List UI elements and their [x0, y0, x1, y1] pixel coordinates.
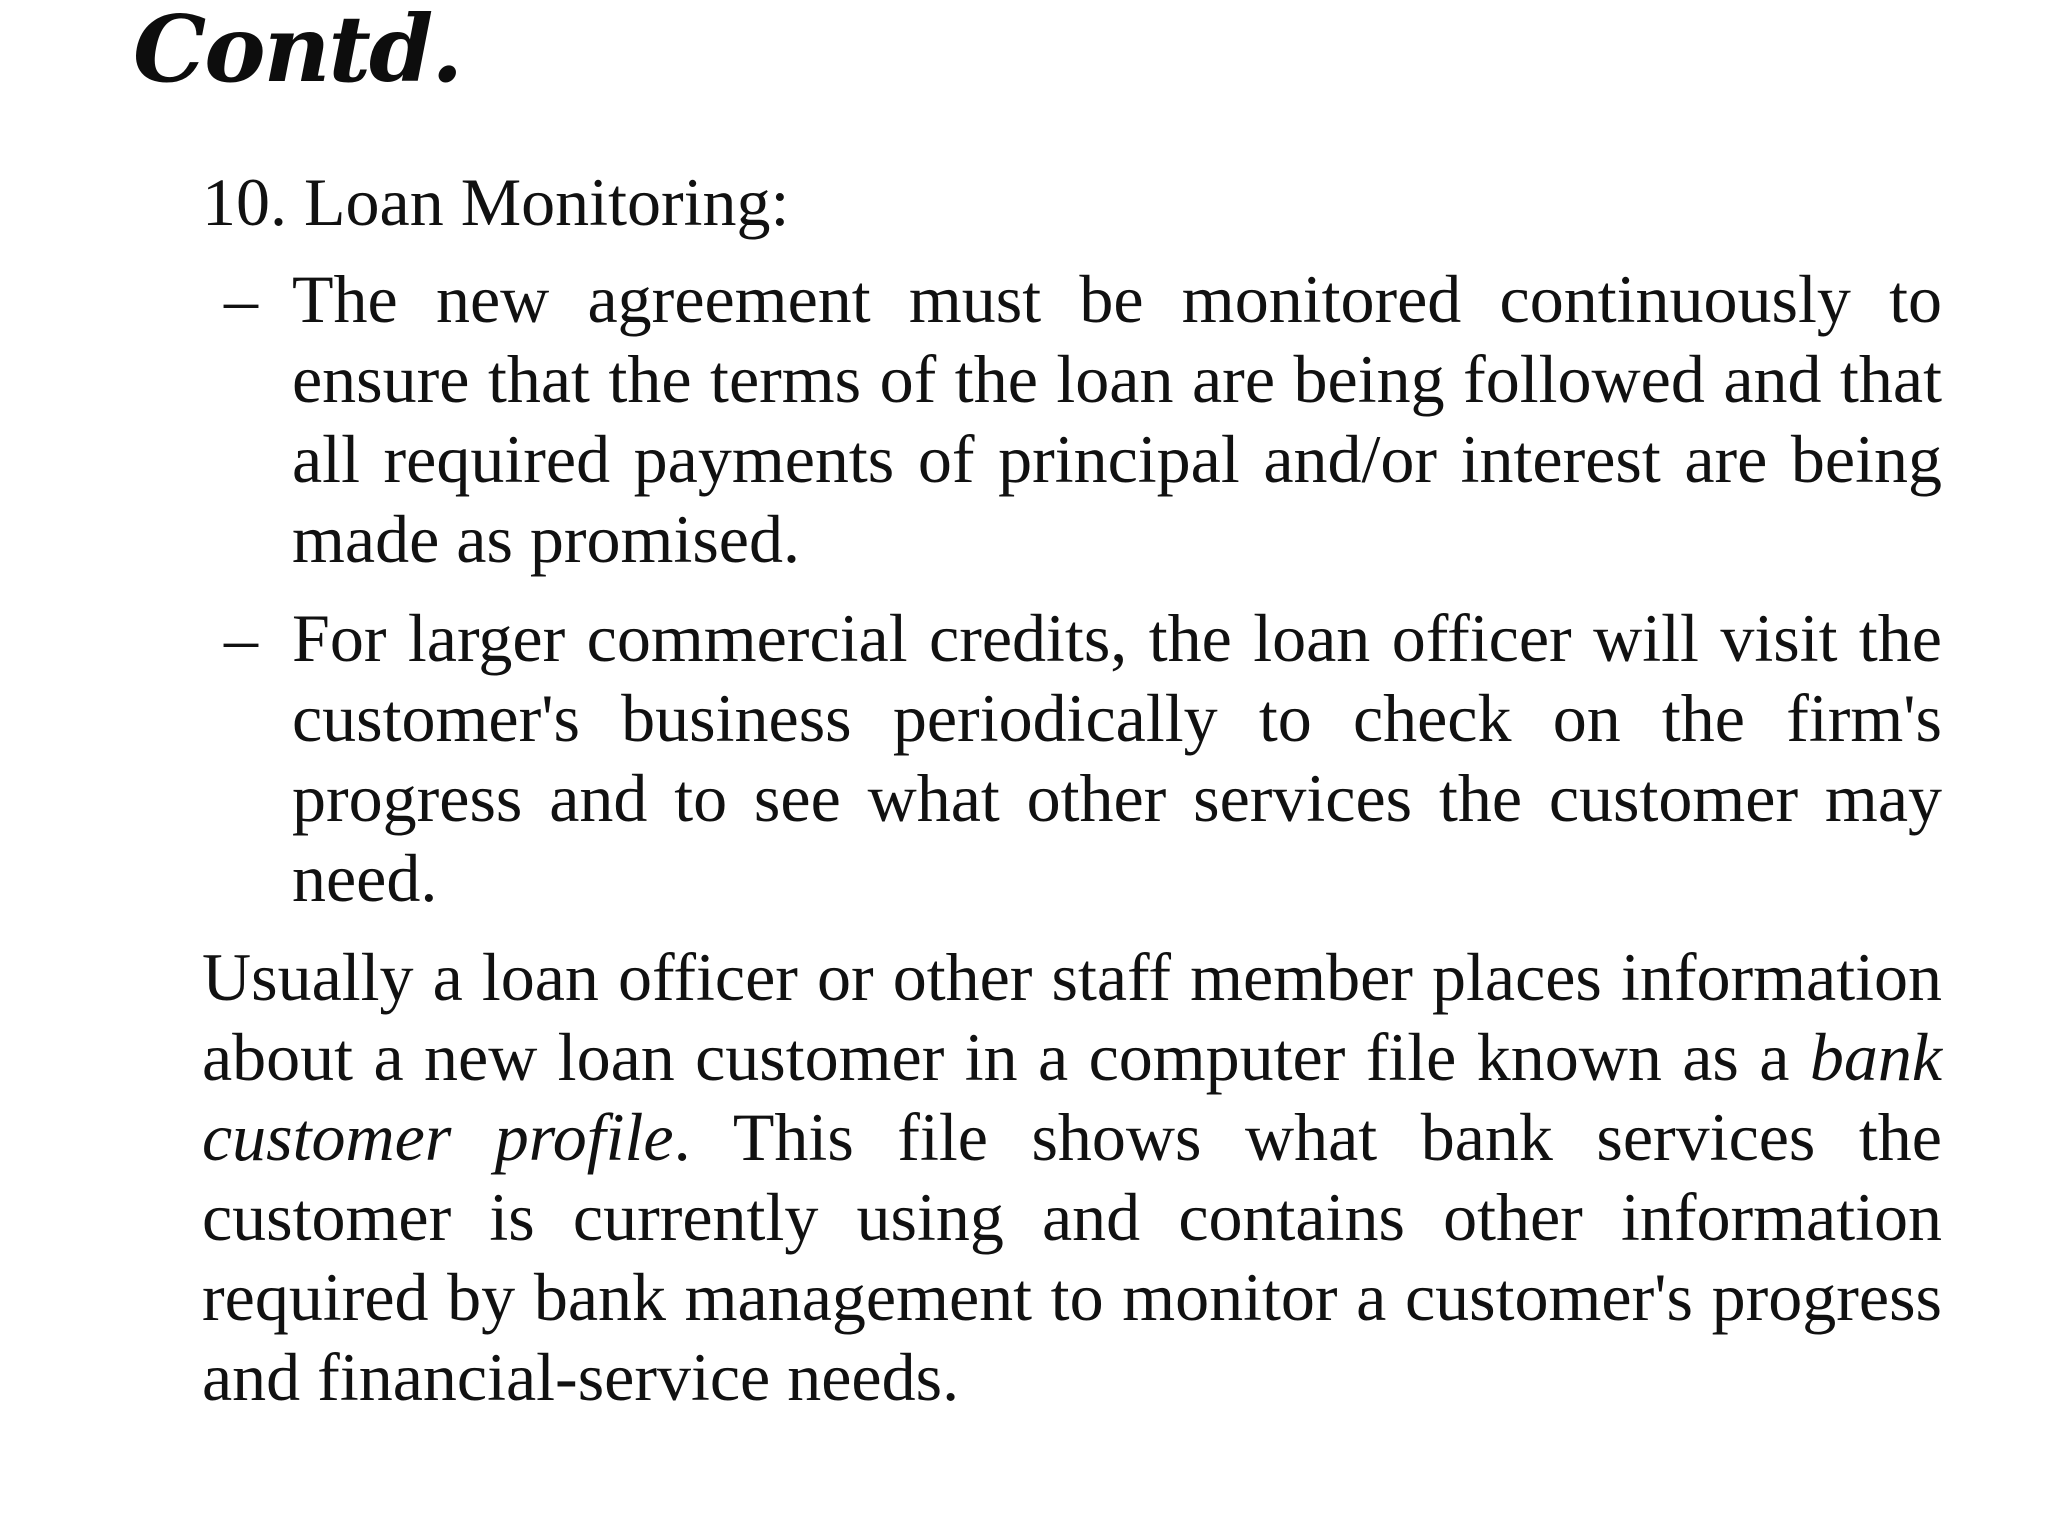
bullet-text: The new agreement must be monitored continuously to ensure that the terms of the loan are being followed and that all required payments of principal and/or interest are being made as promised.	[292, 261, 1942, 577]
bullet-dash: –	[224, 261, 258, 337]
bullet-list	[202, 259, 1942, 918]
section-heading: 10. Loan Monitoring:	[202, 164, 790, 240]
paragraph-text-start: Usually a loan officer or other staff member places information about a new loan customer in a computer file known as a	[202, 939, 1942, 1095]
bullet-dash: –	[224, 600, 258, 676]
slide-content	[202, 160, 1942, 1417]
bullet-item-commercial-credits	[202, 598, 1942, 918]
slide-title: Contd.	[133, 0, 462, 103]
bank-customer-profile-term: bank customer profile	[202, 1019, 1942, 1175]
bullet-item-monitoring	[202, 259, 1942, 579]
customer-profile-paragraph	[202, 937, 1942, 1417]
paragraph-text-end: . This file shows what bank services the customer is currently using and contains other information required by bank management to monitor a customer's progress and financial-service needs.	[202, 1099, 1942, 1415]
bullet-text: For larger commercial credits, the loan officer will visit the customer's business periodically to check on the firm's progress and to see what other services the customer may need.	[292, 600, 1942, 916]
